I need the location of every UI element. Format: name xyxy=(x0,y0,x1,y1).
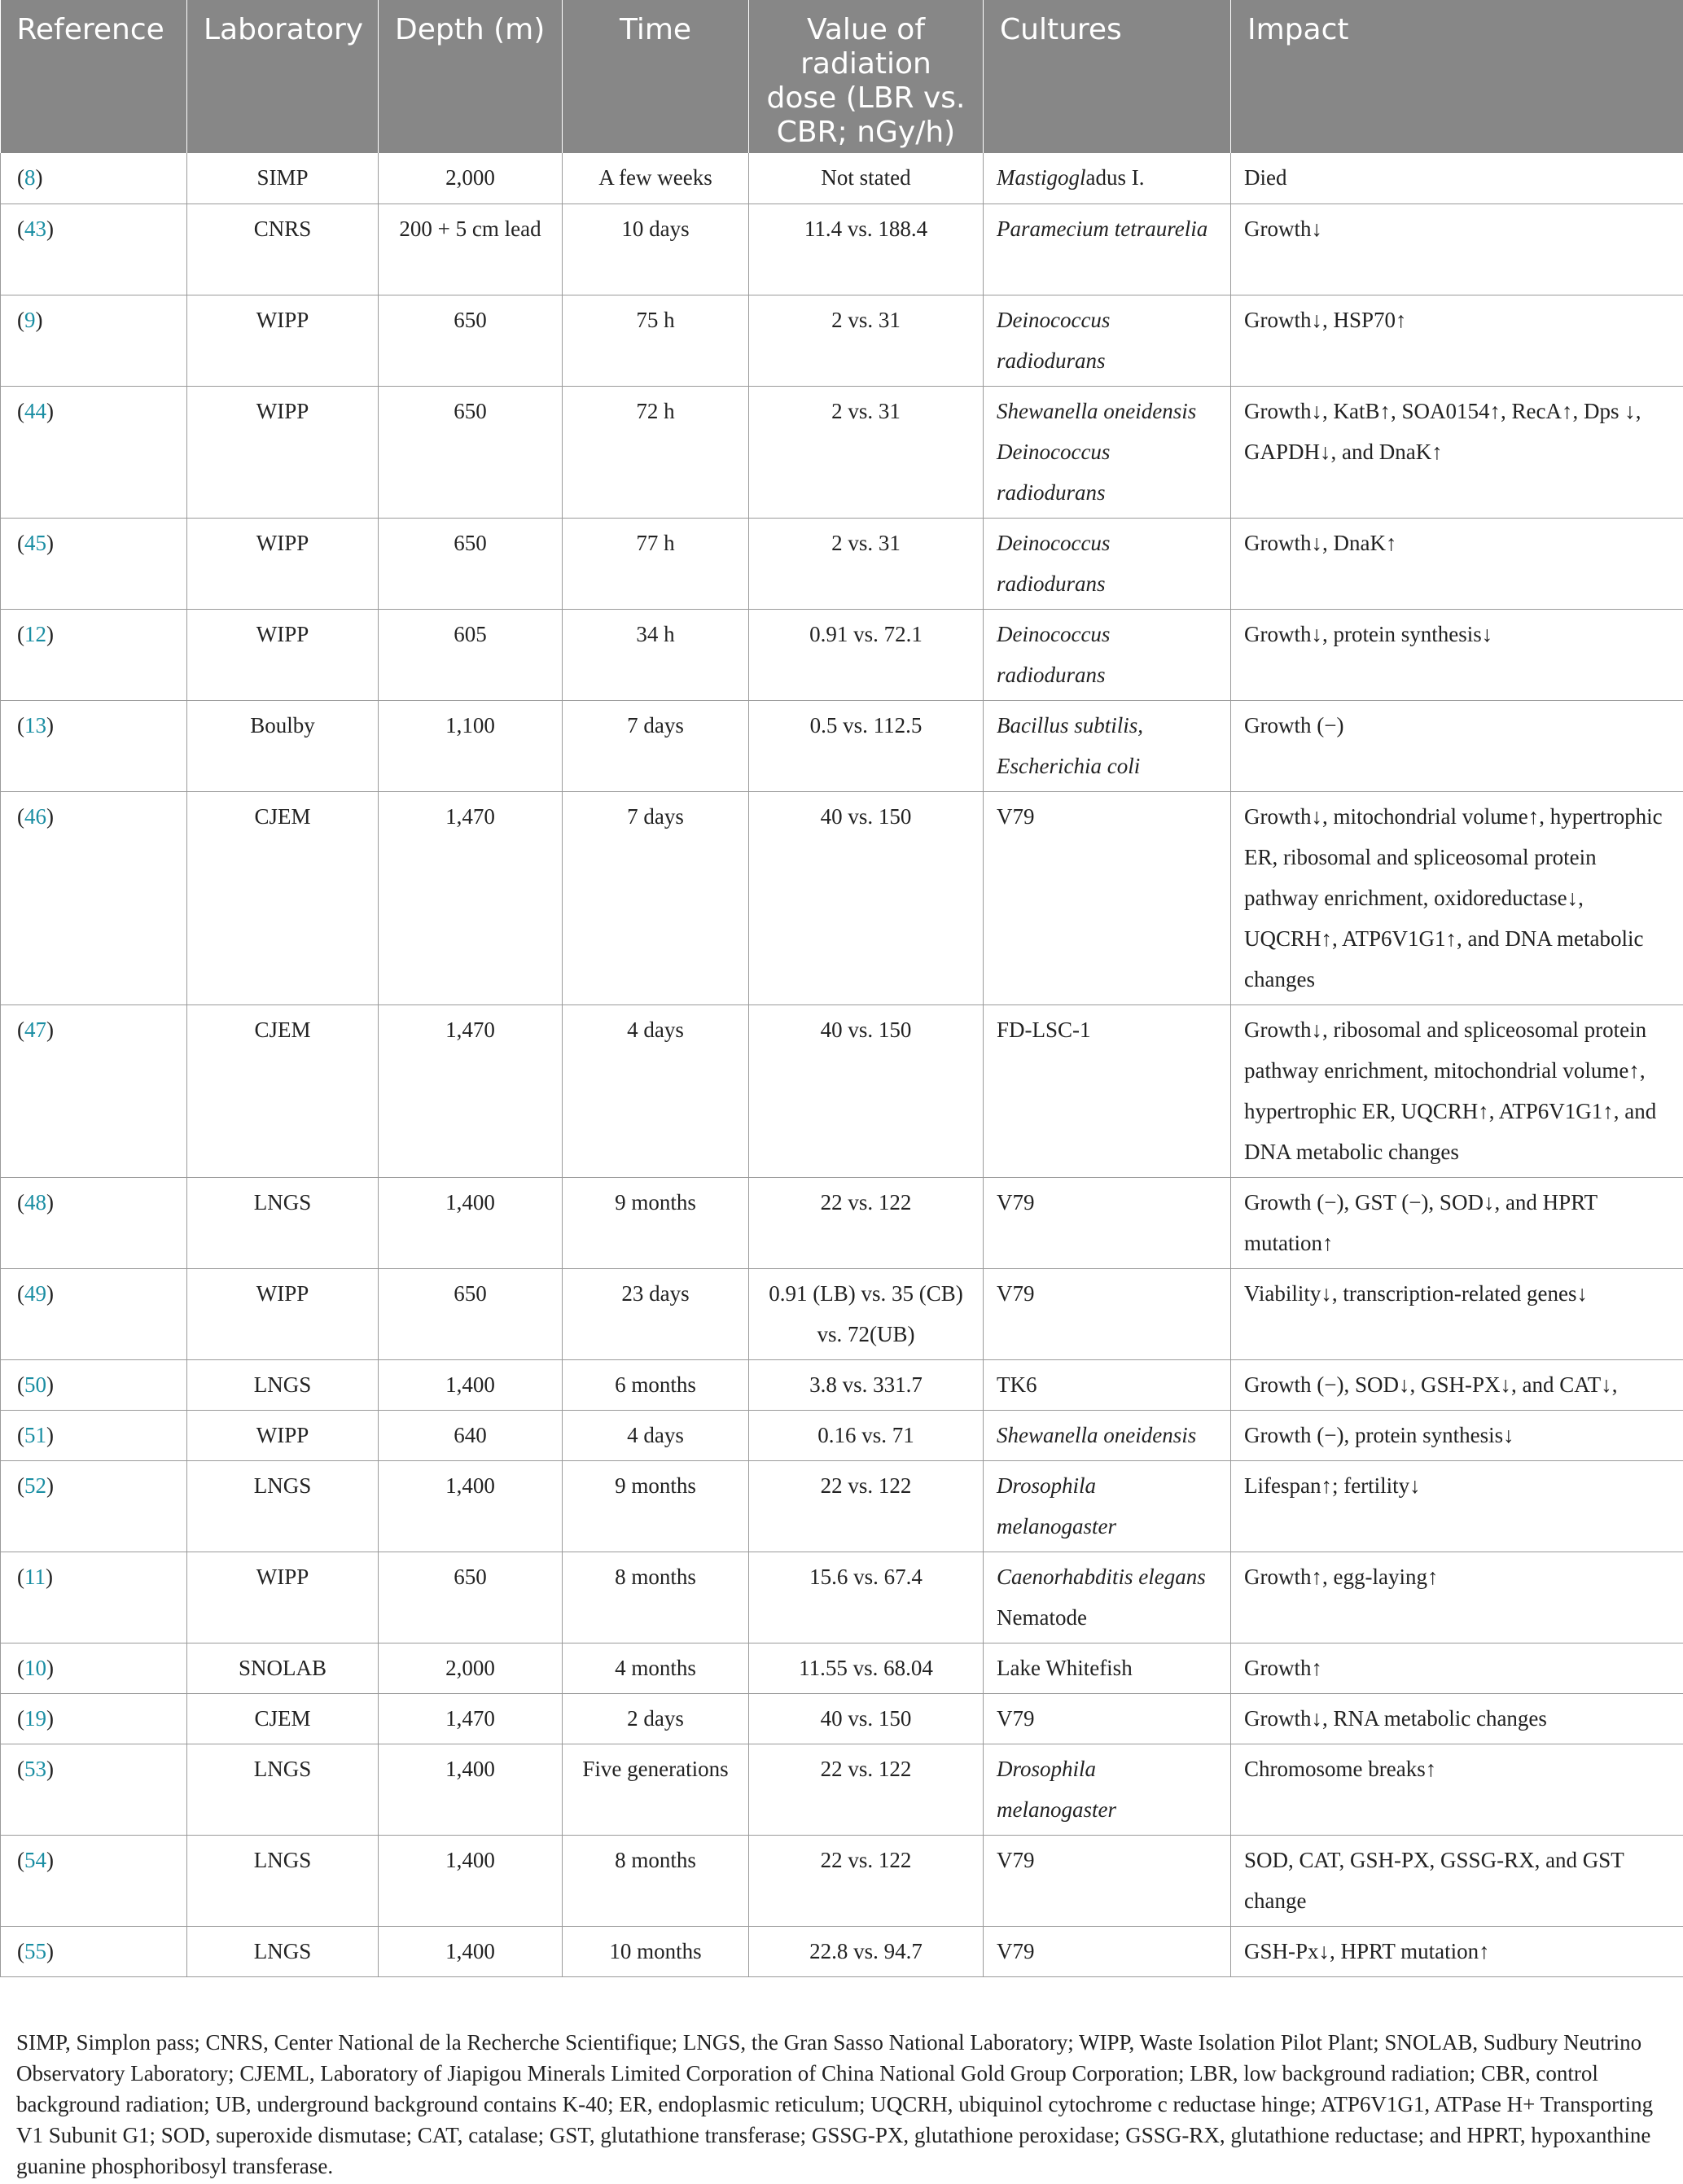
laboratory-cell: LNGS xyxy=(187,1835,379,1926)
culture-label: V79 xyxy=(997,1847,1035,1872)
table-footnote: SIMP, Simplon pass; CNRS, Center National de la Recherche Scientifique; LNGS, the Gran Sasso National Laboratory; WIPP, Waste Isolation Pilot Plant; SNOLAB, Sudbury Neutrino Observatory Laboratory; CJEML, Laboratory of Jiapigou Minerals Limited Corporation of China National Gold Group Corporation; LBR, low background radiation; CBR, control background radiation; UB, underground background contains K-40; ER, endoplasmic reticulum; UQCRH, ubiquinol cytochrome c reductase hinge; ATP6V1G1, ATPase H+ Transporting V1 Subunit G1; SOD, superoxide dismutase; CAT, catalase; GST, glutathione transferase; GSSG-PX, glutathione peroxidase; GSSG-RX, glutathione reductase; and HPRT, hypoxanthine guanine phosphoribosyl transferase. xyxy=(16,2030,1654,2178)
culture-label: Nematode xyxy=(997,1604,1087,1630)
table-row xyxy=(1,386,1683,518)
dose-cell: 40 vs. 150 xyxy=(749,1004,984,1177)
depth-cell: 1,100 xyxy=(379,700,563,791)
dose-cell: 22 vs. 122 xyxy=(749,1744,984,1835)
time-cell: 34 h xyxy=(563,609,749,700)
time-cell: 8 months xyxy=(563,1835,749,1926)
cultures-cell xyxy=(984,1835,1231,1926)
laboratory-cell: LNGS xyxy=(187,1177,379,1268)
reference-cell: (53) xyxy=(1,1744,187,1835)
impact-cell: Growth (−) xyxy=(1231,700,1683,791)
time-cell: 4 days xyxy=(563,1004,749,1177)
laboratory-cell: Boulby xyxy=(187,700,379,791)
laboratory-cell: WIPP xyxy=(187,1410,379,1460)
reference-link[interactable]: 55 xyxy=(24,1938,46,1963)
reference-cell: (47) xyxy=(1,1004,187,1177)
culture-species: Deinococcus radiodurans xyxy=(997,530,1111,596)
impact-cell: Growth (−), GST (−), SOD↓, and HPRT mutation↑ xyxy=(1231,1177,1683,1268)
laboratory-cell: LNGS xyxy=(187,1926,379,1976)
culture-label: V79 xyxy=(997,1189,1035,1215)
dose-cell: 0.16 vs. 71 xyxy=(749,1410,984,1460)
impact-cell: Viability↓, transcription-related genes↓ xyxy=(1231,1268,1683,1359)
laboratory-cell: WIPP xyxy=(187,518,379,609)
depth-cell: 1,400 xyxy=(379,1177,563,1268)
impact-cell: Lifespan↑; fertility↓ xyxy=(1231,1460,1683,1552)
table-row xyxy=(1,1835,1683,1926)
laboratory-cell: WIPP xyxy=(187,1268,379,1359)
header-time: Time xyxy=(563,0,749,153)
table-row xyxy=(1,1177,1683,1268)
depth-cell: 650 xyxy=(379,386,563,518)
table-row xyxy=(1,1410,1683,1460)
cultures-cell xyxy=(984,1744,1231,1835)
header-reference: Reference xyxy=(1,0,187,153)
header-dose: Value of radiation dose (LBR vs. CBR; nGy/h) xyxy=(749,0,984,153)
impact-cell: Growth↓, ribosomal and spliceosomal protein pathway enrichment, mitochondrial volume↑, hypertrophic ER, UQCRH↑, ATP6V1G1↑, and DNA metabolic changes xyxy=(1231,1004,1683,1177)
culture-label: adus I. xyxy=(1085,165,1145,190)
depth-cell: 200 + 5 cm lead xyxy=(379,204,563,295)
cultures-cell xyxy=(984,518,1231,609)
reference-link[interactable]: 10 xyxy=(24,1655,46,1680)
reference-cell: (52) xyxy=(1,1460,187,1552)
table-row xyxy=(1,1744,1683,1835)
cultures-cell xyxy=(984,609,1231,700)
header-cultures: Cultures xyxy=(984,0,1231,153)
cultures-cell xyxy=(984,1926,1231,1976)
time-cell: 10 days xyxy=(563,204,749,295)
cultures-cell xyxy=(984,1004,1231,1177)
reference-link[interactable]: 54 xyxy=(24,1847,46,1872)
reference-link[interactable]: 53 xyxy=(24,1756,46,1781)
dose-cell: 2 vs. 31 xyxy=(749,386,984,518)
reference-link[interactable]: 44 xyxy=(24,398,46,423)
reference-cell: (12) xyxy=(1,609,187,700)
culture-label: V79 xyxy=(997,1280,1035,1306)
culture-label: V79 xyxy=(997,1705,1035,1731)
depth-cell: 1,400 xyxy=(379,1359,563,1410)
table-body xyxy=(1,153,1683,1976)
depth-cell: 650 xyxy=(379,518,563,609)
culture-label: FD-LSC-1 xyxy=(997,1017,1091,1042)
time-cell: 75 h xyxy=(563,295,749,386)
culture-species: Shewanella oneidensis xyxy=(997,1422,1197,1447)
reference-link[interactable]: 45 xyxy=(24,530,46,555)
reference-cell: (19) xyxy=(1,1693,187,1744)
laboratory-cell: WIPP xyxy=(187,295,379,386)
culture-species: Bacillus subtilis, Escherichia coli xyxy=(997,712,1144,778)
reference-link[interactable]: 49 xyxy=(24,1280,46,1306)
impact-cell: Growth (−), protein synthesis↓ xyxy=(1231,1410,1683,1460)
culture-label: TK6 xyxy=(997,1372,1037,1397)
depth-cell: 2,000 xyxy=(379,1643,563,1693)
reference-link[interactable]: 12 xyxy=(24,621,46,646)
dose-cell: 22 vs. 122 xyxy=(749,1835,984,1926)
time-cell: 77 h xyxy=(563,518,749,609)
impact-cell: Growth↓, RNA metabolic changes xyxy=(1231,1693,1683,1744)
depth-cell: 650 xyxy=(379,1552,563,1643)
cultures-cell xyxy=(984,1552,1231,1643)
table-row xyxy=(1,1268,1683,1359)
reference-link[interactable]: 19 xyxy=(24,1705,46,1731)
reference-cell: (51) xyxy=(1,1410,187,1460)
impact-cell: SOD, CAT, GSH-PX, GSSG-RX, and GST change xyxy=(1231,1835,1683,1926)
table-row xyxy=(1,204,1683,295)
culture-species: Caenorhabditis elegans xyxy=(997,1564,1206,1589)
cultures-cell xyxy=(984,1460,1231,1552)
impact-cell: Growth (−), SOD↓, GSH-PX↓, and CAT↓, xyxy=(1231,1359,1683,1410)
laboratory-cell: LNGS xyxy=(187,1744,379,1835)
time-cell: A few weeks xyxy=(563,153,749,204)
reference-cell: (44) xyxy=(1,386,187,518)
table-row xyxy=(1,153,1683,204)
reference-link[interactable]: 50 xyxy=(24,1372,46,1397)
dose-cell: 0.5 vs. 112.5 xyxy=(749,700,984,791)
reference-link[interactable]: 9 xyxy=(24,307,36,332)
reference-link[interactable]: 8 xyxy=(24,165,36,190)
cultures-cell xyxy=(984,1693,1231,1744)
laboratory-cell: WIPP xyxy=(187,609,379,700)
reference-cell: (43) xyxy=(1,204,187,295)
impact-cell: Chromosome breaks↑ xyxy=(1231,1744,1683,1835)
reference-cell: (55) xyxy=(1,1926,187,1976)
depth-cell: 1,400 xyxy=(379,1835,563,1926)
laboratory-cell: LNGS xyxy=(187,1359,379,1410)
culture-label: Lake Whitefish xyxy=(997,1655,1133,1680)
reference-cell: (54) xyxy=(1,1835,187,1926)
laboratory-cell: WIPP xyxy=(187,1552,379,1643)
reference-cell: (49) xyxy=(1,1268,187,1359)
depth-cell: 605 xyxy=(379,609,563,700)
laboratory-cell: CJEM xyxy=(187,1693,379,1744)
culture-species: Shewanella oneidensis Deinococcus radiodurans xyxy=(997,398,1197,505)
depth-cell: 650 xyxy=(379,295,563,386)
time-cell: 8 months xyxy=(563,1552,749,1643)
dose-cell: 40 vs. 150 xyxy=(749,1693,984,1744)
cultures-cell xyxy=(984,386,1231,518)
cultures-cell xyxy=(984,700,1231,791)
time-cell: 10 months xyxy=(563,1926,749,1976)
impact-cell: GSH-Px↓, HPRT mutation↑ xyxy=(1231,1926,1683,1976)
culture-species: Mastigogl xyxy=(997,165,1086,190)
cultures-cell xyxy=(984,1359,1231,1410)
depth-cell: 1,400 xyxy=(379,1744,563,1835)
cultures-cell xyxy=(984,1177,1231,1268)
dose-cell: 2 vs. 31 xyxy=(749,295,984,386)
time-cell: 4 days xyxy=(563,1410,749,1460)
reference-cell: (48) xyxy=(1,1177,187,1268)
reference-link[interactable]: 51 xyxy=(24,1422,46,1447)
culture-species: Drosophila melanogaster xyxy=(997,1756,1116,1822)
time-cell: 4 months xyxy=(563,1643,749,1693)
laboratory-cell: SIMP xyxy=(187,153,379,204)
depth-cell: 1,470 xyxy=(379,1004,563,1177)
cultures-cell xyxy=(984,1268,1231,1359)
reference-cell: (10) xyxy=(1,1643,187,1693)
time-cell: 2 days xyxy=(563,1693,749,1744)
table-header xyxy=(1,0,1683,153)
laboratory-cell: SNOLAB xyxy=(187,1643,379,1693)
impact-cell: Died xyxy=(1231,153,1683,204)
cultures-cell xyxy=(984,295,1231,386)
impact-cell: Growth↓, KatB↑, SOA0154↑, RecA↑, Dps ↓, GAPDH↓, and DnaK↑ xyxy=(1231,386,1683,518)
culture-species: Paramecium tetraurelia xyxy=(997,216,1208,241)
table-row xyxy=(1,518,1683,609)
culture-label: V79 xyxy=(997,1938,1035,1963)
time-cell: 7 days xyxy=(563,791,749,1004)
dose-cell: 11.4 vs. 188.4 xyxy=(749,204,984,295)
dose-cell: 22.8 vs. 94.7 xyxy=(749,1926,984,1976)
dose-cell: Not stated xyxy=(749,153,984,204)
dose-cell: 22 vs. 122 xyxy=(749,1177,984,1268)
reference-link[interactable]: 52 xyxy=(24,1473,46,1498)
table-row xyxy=(1,791,1683,1004)
reference-cell: (45) xyxy=(1,518,187,609)
culture-species: Drosophila melanogaster xyxy=(997,1473,1116,1538)
dose-cell: 15.6 vs. 67.4 xyxy=(749,1552,984,1643)
culture-species: Deinococcus radiodurans xyxy=(997,621,1111,687)
reference-cell: (13) xyxy=(1,700,187,791)
time-cell: Five generations xyxy=(563,1744,749,1835)
culture-label: V79 xyxy=(997,803,1035,829)
laboratory-cell: LNGS xyxy=(187,1460,379,1552)
dose-cell: 3.8 vs. 331.7 xyxy=(749,1359,984,1410)
reference-link[interactable]: 47 xyxy=(24,1017,46,1042)
depth-cell: 1,470 xyxy=(379,791,563,1004)
table-row xyxy=(1,1926,1683,1976)
impact-cell: Growth↓ xyxy=(1231,204,1683,295)
header-laboratory: Laboratory xyxy=(187,0,379,153)
cultures-cell xyxy=(984,153,1231,204)
laboratory-cell: CJEM xyxy=(187,791,379,1004)
time-cell: 6 months xyxy=(563,1359,749,1410)
reference-link[interactable]: 48 xyxy=(24,1189,46,1215)
impact-cell: Growth↑, egg-laying↑ xyxy=(1231,1552,1683,1643)
time-cell: 72 h xyxy=(563,386,749,518)
time-cell: 23 days xyxy=(563,1268,749,1359)
cultures-cell xyxy=(984,791,1231,1004)
depth-cell: 2,000 xyxy=(379,153,563,204)
reference-link[interactable]: 46 xyxy=(24,803,46,829)
reference-link[interactable]: 43 xyxy=(24,216,46,241)
depth-cell: 650 xyxy=(379,1268,563,1359)
reference-link[interactable]: 13 xyxy=(24,712,46,737)
header-impact: Impact xyxy=(1231,0,1683,153)
dose-cell: 22 vs. 122 xyxy=(749,1460,984,1552)
impact-cell: Growth↑ xyxy=(1231,1643,1683,1693)
cultures-cell xyxy=(984,1410,1231,1460)
depth-cell: 1,400 xyxy=(379,1460,563,1552)
laboratory-cell: CNRS xyxy=(187,204,379,295)
depth-cell: 1,470 xyxy=(379,1693,563,1744)
impact-cell: Growth↓, HSP70↑ xyxy=(1231,295,1683,386)
impact-cell: Growth↓, DnaK↑ xyxy=(1231,518,1683,609)
table-row xyxy=(1,1693,1683,1744)
table-row xyxy=(1,609,1683,700)
culture-species: Deinococcus radiodurans xyxy=(997,307,1111,373)
cultures-cell xyxy=(984,1643,1231,1693)
dose-cell: 0.91 vs. 72.1 xyxy=(749,609,984,700)
time-cell: 9 months xyxy=(563,1177,749,1268)
reference-cell: (8) xyxy=(1,153,187,204)
depth-cell: 1,400 xyxy=(379,1926,563,1976)
laboratory-cell: WIPP xyxy=(187,386,379,518)
dose-cell: 2 vs. 31 xyxy=(749,518,984,609)
header-row xyxy=(1,0,1683,153)
dose-cell: 0.91 (LB) vs. 35 (CB) vs. 72(UB) xyxy=(749,1268,984,1359)
dose-cell: 40 vs. 150 xyxy=(749,791,984,1004)
table-row xyxy=(1,1004,1683,1177)
laboratory-cell: CJEM xyxy=(187,1004,379,1177)
depth-cell: 640 xyxy=(379,1410,563,1460)
time-cell: 7 days xyxy=(563,700,749,791)
table-row xyxy=(1,1460,1683,1552)
table-row xyxy=(1,1359,1683,1410)
time-cell: 9 months xyxy=(563,1460,749,1552)
header-depth: Depth (m) xyxy=(379,0,563,153)
table-row xyxy=(1,700,1683,791)
table-row xyxy=(1,1643,1683,1693)
table-row xyxy=(1,1552,1683,1643)
impact-cell: Growth↓, mitochondrial volume↑, hypertrophic ER, ribosomal and spliceosomal protein pathway enrichment, oxidoreductase↓, UQCRH↑, ATP6V1G1↑, and DNA metabolic changes xyxy=(1231,791,1683,1004)
cultures-cell xyxy=(984,204,1231,295)
reference-cell: (11) xyxy=(1,1552,187,1643)
impact-cell: Growth↓, protein synthesis↓ xyxy=(1231,609,1683,700)
reference-link[interactable]: 11 xyxy=(24,1564,46,1589)
dose-cell: 11.55 vs. 68.04 xyxy=(749,1643,984,1693)
reference-cell: (9) xyxy=(1,295,187,386)
reference-cell: (46) xyxy=(1,791,187,1004)
table-row xyxy=(1,295,1683,386)
reference-cell: (50) xyxy=(1,1359,187,1410)
